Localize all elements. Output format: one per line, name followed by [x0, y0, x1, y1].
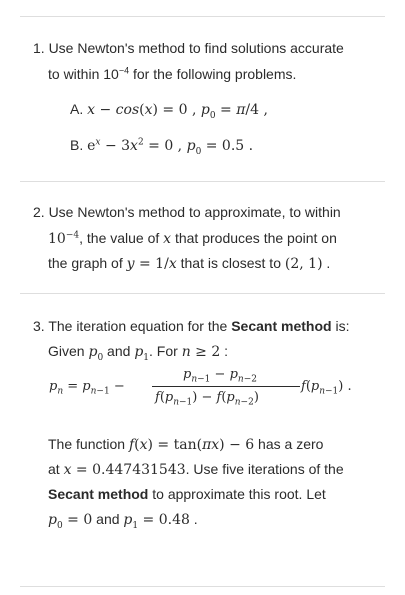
divider-1 [20, 181, 385, 182]
q2-line3: the graph of y = 1/x that is closest to (2, 1) . [48, 255, 331, 272]
divider-bottom [20, 586, 385, 587]
q2-line1: 2. Use Newton's method to approximate, to within [33, 204, 341, 220]
q1-line1: 1. Use Newton's method to find solutions accurate [33, 40, 344, 56]
q3-line2: Given $p_0$ and $p_1$. For n ≥ 2 : [48, 343, 229, 363]
formula-lhs: $p_n = p_{n-1}$ − [49, 379, 125, 397]
q3-para-line2: at x = 0.447431543. Use five iterations of the [48, 461, 344, 478]
formula-numerator: $p_{n-1} - p_{n-2}$ [183, 367, 257, 385]
q3-para-line4: $p_0 = 0$ and $p_1 = 0.48$ . [48, 511, 198, 531]
q3-para-line1: The function f(x) = tan(πx) − 6 has a zero [48, 436, 324, 453]
divider-top [20, 16, 385, 17]
formula-denominator: $f(p_{n-1}) - f(p_{n-2})$ [155, 390, 259, 408]
formula-fraction-bar [152, 386, 300, 387]
q1-problem-b: B. $e^x - 3x^2 = 0$ , $p_0 = 0.5$ . [70, 137, 254, 157]
formula-rhs: $f(p_{n-1})$ . [301, 379, 352, 397]
q1-line2: to within $10^{-4}$ for the following problems. [48, 65, 297, 82]
q3-line1: 3. The iteration equation for the Secant method is: [33, 318, 350, 334]
q2-line2: $10^{-4}$, the value of x that produces the point on [48, 230, 337, 247]
divider-2 [20, 293, 385, 294]
q1-problem-a: A. x − cos(x) = 0 , $p_0 = \pi/4$ , [70, 101, 268, 121]
q3-para-line3: Secant method to approximate this root. Let [48, 486, 326, 502]
